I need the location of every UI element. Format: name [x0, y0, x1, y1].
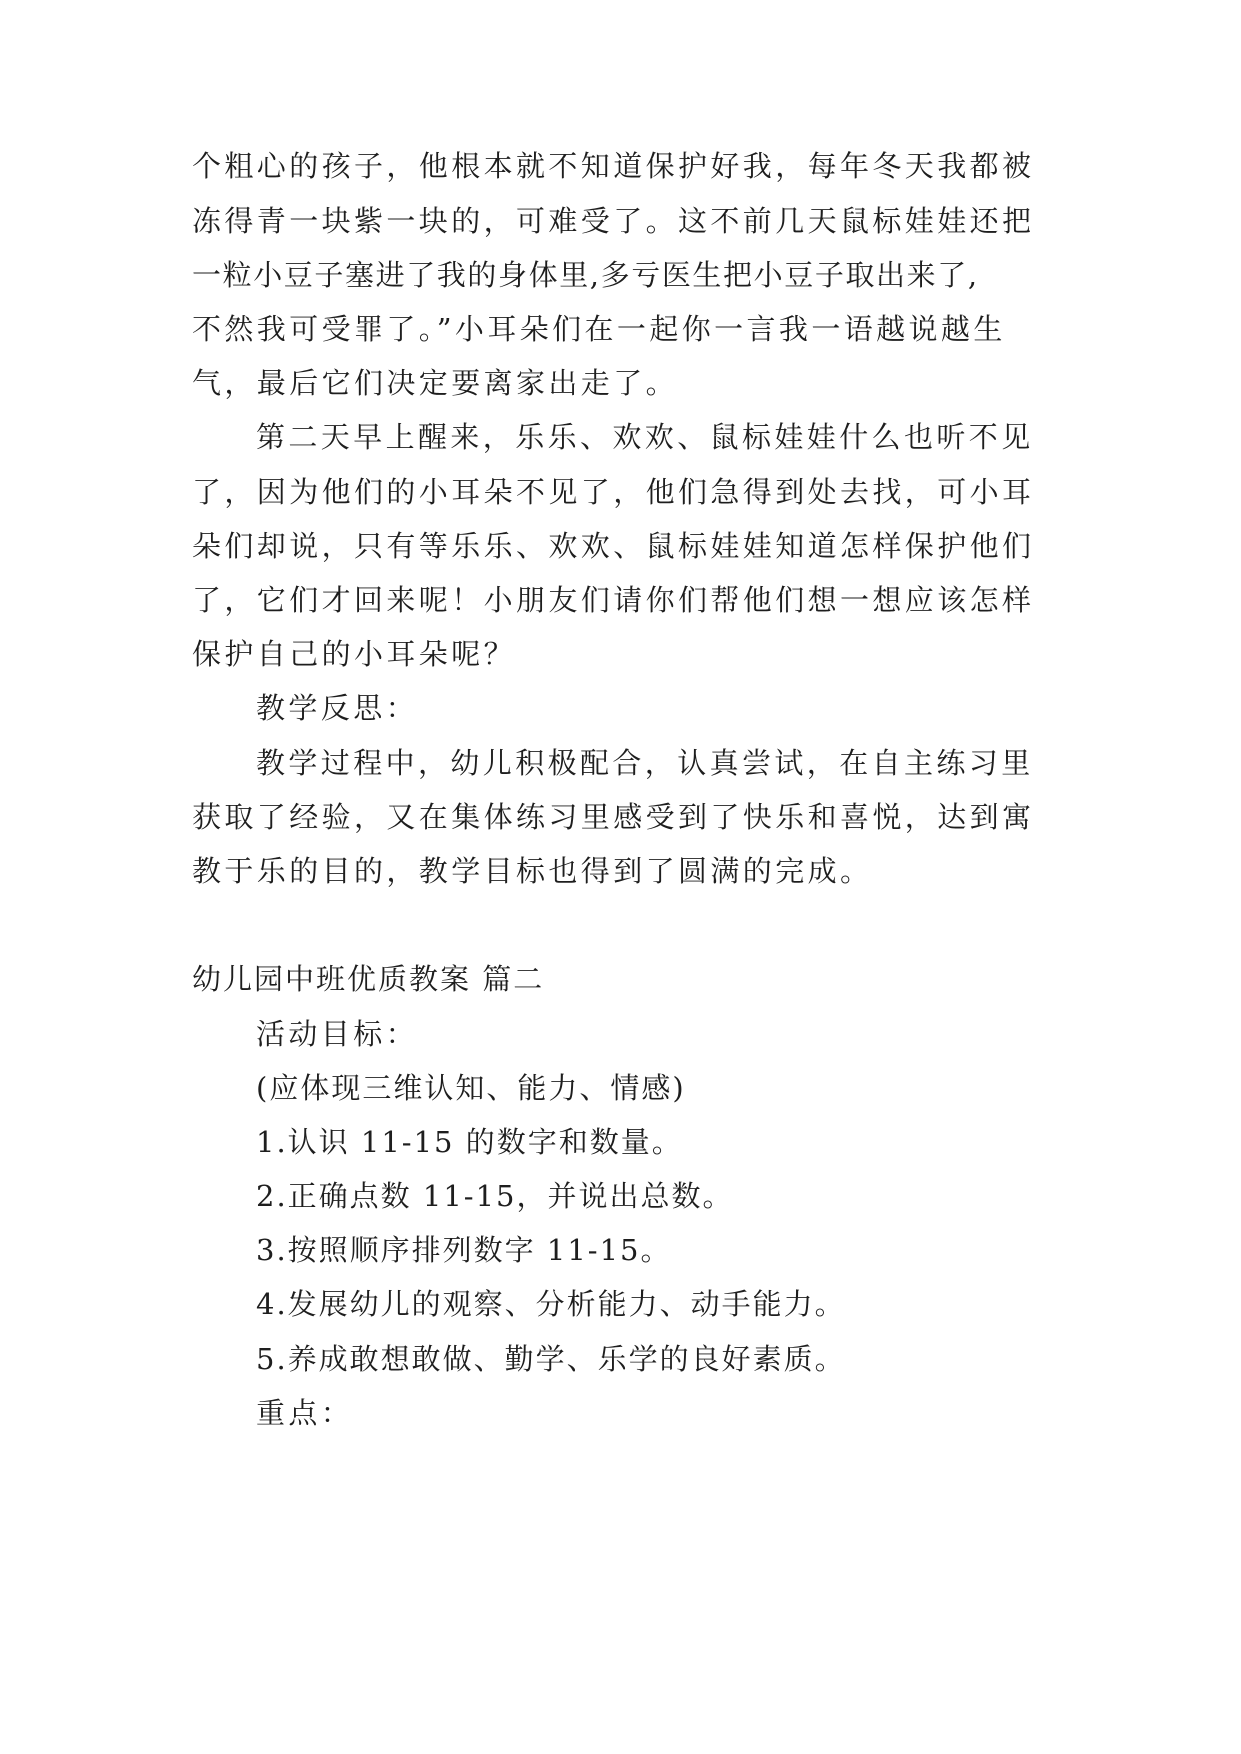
key-points-heading: 重点：: [256, 1396, 354, 1430]
text-line: 了，它们才回来呢！小朋友们请你们帮他们想一想应该怎样: [192, 583, 1035, 617]
text-line: 了，因为他们的小耳朵不见了，他们急得到处去找，可小耳: [192, 475, 1035, 509]
objective-item: 4.发展幼儿的观察、分析能力、动手能力。: [256, 1287, 846, 1321]
text-line: 气，最后它们决定要离家出走了。: [192, 366, 679, 400]
objectives-note: (应体现三维认知、能力、情感): [256, 1071, 686, 1105]
text-line: 保护自己的小耳朵呢？: [192, 637, 517, 671]
objectives-heading: 活动目标：: [256, 1017, 419, 1051]
text-line: 获取了经验，又在集体练习里感受到了快乐和喜悦，达到寓: [192, 800, 1035, 834]
text-line: 不然我可受罪了。”小耳朵们在一起你一言我一语越说越生: [192, 312, 1006, 346]
objective-item: 5.养成敢想敢做、勤学、乐学的良好素质。: [256, 1342, 846, 1376]
section-title: 幼儿园中班优质教案 篇二: [192, 962, 545, 996]
text-line: 个粗心的孩子，他根本就不知道保护好我，每年冬天我都被: [192, 149, 1035, 183]
text-line: 冻得青一块紫一块的，可难受了。这不前几天鼠标娃娃还把: [192, 204, 1035, 238]
text-line: 朵们却说，只有等乐乐、欢欢、鼠标娃娃知道怎样保护他们: [192, 529, 1035, 563]
objective-item: 1.认识 11-15 的数字和数量。: [256, 1125, 683, 1159]
objective-item: 3.按照顺序排列数字 11-15。: [256, 1233, 672, 1267]
text-line: 第二天早上醒来，乐乐、欢欢、鼠标娃娃什么也听不见: [256, 420, 1034, 454]
reflection-heading: 教学反思：: [256, 691, 419, 725]
text-line: 教学过程中，幼儿积极配合，认真尝试，在自主练习里: [256, 746, 1034, 780]
text-line: 一粒小豆子塞进了我的身体里,多亏医生把小豆子取出来了,: [192, 258, 979, 292]
text-line: 教于乐的目的，教学目标也得到了圆满的完成。: [192, 854, 873, 888]
objective-item: 2.正确点数 11-15，并说出总数。: [256, 1179, 734, 1213]
